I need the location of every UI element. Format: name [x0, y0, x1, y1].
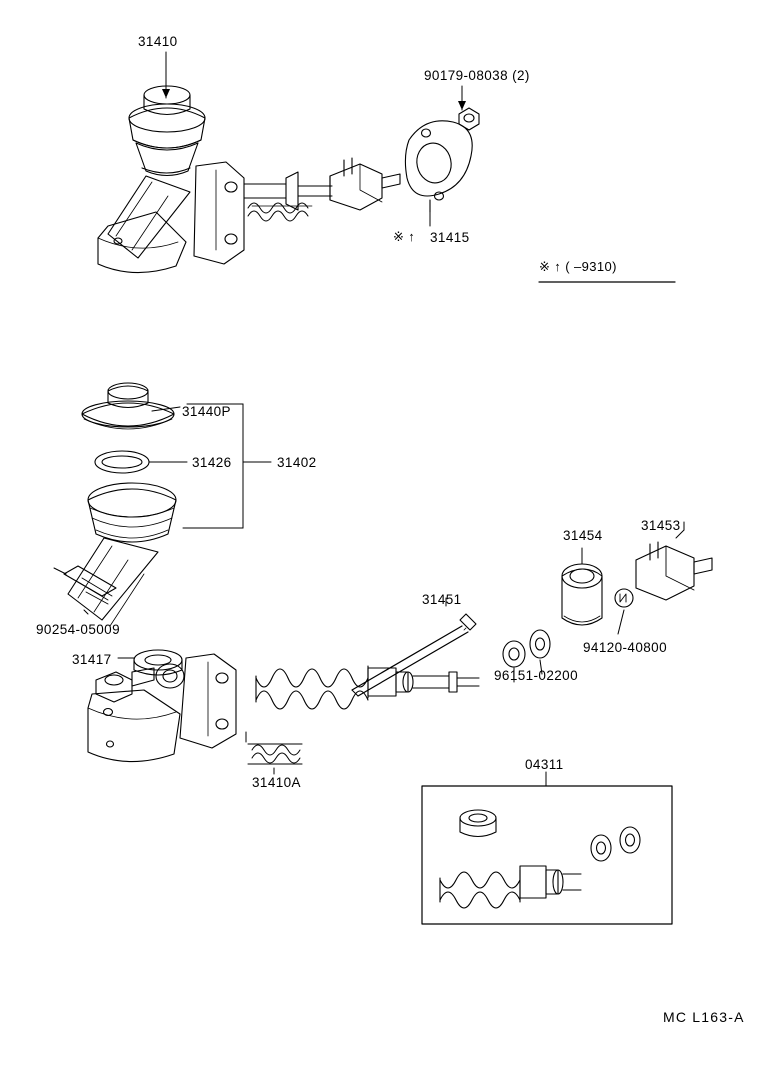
label-04311: 04311	[525, 757, 564, 772]
assembly-upper-master-cylinder	[98, 52, 400, 273]
label-31417: 31417	[72, 652, 112, 667]
part-gasket-31415	[405, 121, 472, 226]
label-90254-05009: 90254-05009	[36, 622, 120, 637]
label-31451: 31451	[422, 592, 462, 607]
label-31415-note-mark: ※ ↑	[393, 229, 416, 244]
label-31410: 31410	[138, 34, 178, 49]
label-31454: 31454	[563, 528, 603, 543]
label-96151-02200: 96151-02200	[494, 668, 578, 683]
label-31402: 31402	[277, 455, 317, 470]
label-31410A: 31410A	[252, 775, 301, 790]
label-94120-40800: 94120-40800	[583, 640, 667, 655]
assembly-lower-exploded	[54, 383, 712, 774]
sheet-code: MC L163-A	[663, 1009, 745, 1025]
label-90179-08038: 90179-08038 (2)	[424, 68, 530, 83]
label-31440P: 31440P	[182, 404, 231, 419]
part-nut-90179	[458, 86, 479, 130]
label-31426: 31426	[192, 455, 232, 470]
kit-box-04311	[422, 772, 672, 924]
label-31415: 31415	[430, 230, 470, 245]
label-31453: 31453	[641, 518, 681, 533]
label-note-applicability: ※ ↑ ( –9310)	[539, 259, 617, 274]
